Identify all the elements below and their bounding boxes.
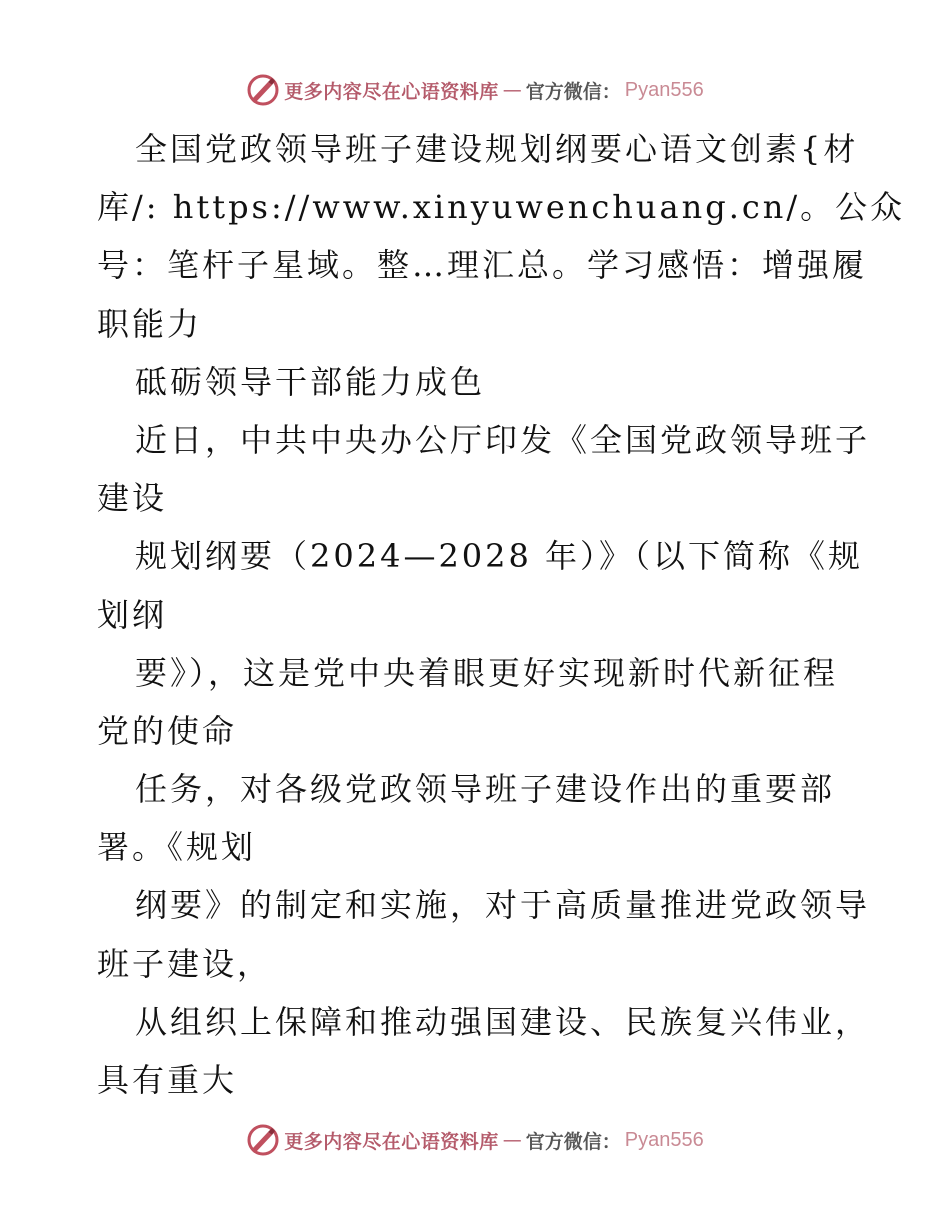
header-watermark (0, 72, 950, 108)
watermark-wechat-id: Pyan556 (624, 78, 704, 101)
text-line: 建设 (97, 479, 168, 518)
watermark-dash: — (502, 1129, 522, 1151)
text-line: 要》），这是党中央着眼更好实现新时代新征程 (135, 653, 839, 692)
text-line: 班子建设， (97, 944, 273, 983)
watermark-wechat-label: 官方微信： (525, 1130, 621, 1153)
text-line: 职能力 (97, 304, 203, 343)
text-line: 库/: https://www.xinyuwenchuang.cn/。公众 (97, 188, 906, 227)
text-line: 划纲 (97, 595, 168, 634)
text-line: 署。《规划 (97, 828, 257, 867)
text-line: 纲要》的制定和实施，对于高质量推进党政领导 (135, 886, 871, 925)
text-line: 任务，对各级党政领导班子建设作出的重要部 (135, 770, 836, 809)
pen-logo-icon (246, 73, 280, 107)
text-line: 具有重大 (97, 1061, 238, 1099)
text-line: 规划纲要（2024—2028 年）》（以下简称《规 (135, 537, 864, 576)
footer-watermark (0, 1122, 950, 1158)
document-body (97, 120, 906, 1109)
watermark-dash: — (502, 79, 522, 101)
text-line: 号：笔杆子星域。整…理汇总。学习感悟：增强履 (97, 246, 868, 285)
watermark-wechat-label: 官方微信： (525, 80, 621, 103)
watermark-main-text: 更多内容尽在心语资料库 (284, 1130, 499, 1153)
text-line: 党的使命 (97, 711, 238, 750)
text-line: 砥砺领导干部能力成色 (135, 362, 486, 401)
watermark-wechat-id: Pyan556 (624, 1128, 704, 1151)
watermark-main-text: 更多内容尽在心语资料库 (284, 80, 499, 103)
text-line: 全国党政领导班子建设规划纲要心语文创素{材 (135, 130, 859, 168)
text-line: 近日，中共中央办公厅印发《全国党政领导班子 (135, 420, 871, 459)
text-line: 从组织上保障和推动强国建设、民族复兴伟业， (135, 1002, 871, 1041)
pen-logo-icon (246, 1123, 280, 1157)
